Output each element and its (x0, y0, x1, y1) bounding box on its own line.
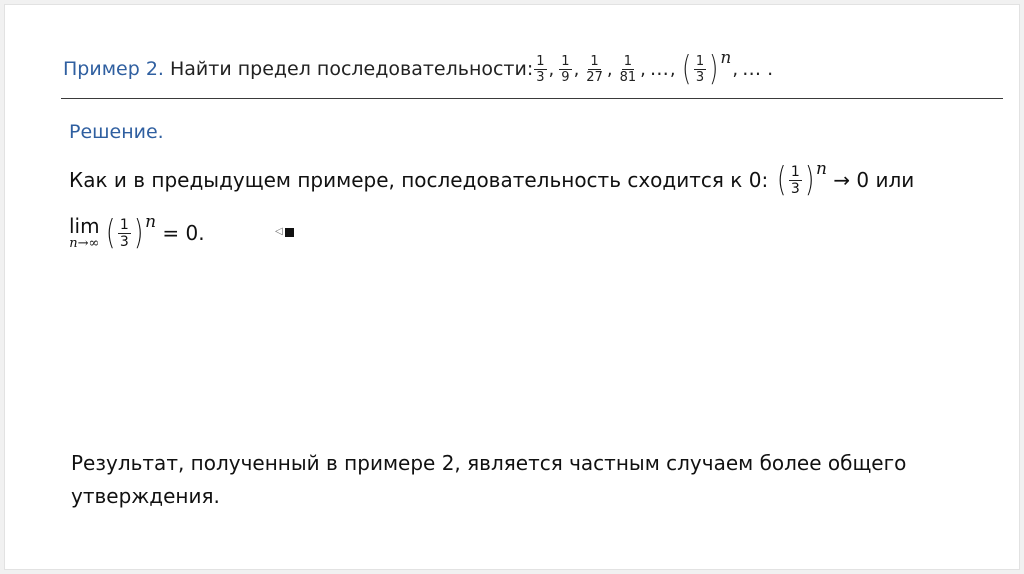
power-expression: ( $\frac{1}{3}$ ) $^n$ (776, 159, 827, 200)
sequence-term-1: $\frac{1}{3}$ (536, 53, 545, 85)
title-divider (61, 98, 1003, 99)
sequence-term-3: $\frac{1}{27}$ (586, 53, 603, 85)
limit-expression: ( $\frac{1}{3}$ ) $^n$ (105, 212, 157, 253)
example-task: Найти предел последовательности: (170, 58, 534, 80)
solution-heading: Решение. (69, 121, 164, 143)
end-of-proof-icon: ◁ (275, 225, 297, 239)
sequence-ellipsis: … (649, 58, 669, 80)
sequence-term-2: $\frac{1}{9}$ (561, 53, 570, 85)
slide (4, 4, 1020, 570)
conclusion-text: Результат, полученный в примере 2, является частным случаем более общего утверждения. (71, 451, 907, 508)
arrow-text: → 0 или (833, 168, 915, 192)
sequence-general-term: ( $\frac{1}{3}$ ) n (681, 48, 732, 89)
solution-line-2 (69, 205, 205, 261)
sequence-ellipsis-end: … . (742, 58, 774, 80)
solution-text: Как и в предыдущем примере, последовательность сходится к 0: (69, 168, 769, 192)
solution-line-1 (69, 155, 1009, 205)
example-title: Пример 2. Найти предел последовательности: $\frac{1}{3}$ , $\frac{1}{9}$ , $\frac{1}{27}$ , $\frac{1}{81}$ , … , ( $\frac{1}{3}$ ) n , … . (63, 48, 774, 89)
example-label: Пример 2. (63, 58, 164, 80)
sequence-term-4: $\frac{1}{81}$ (619, 53, 637, 85)
limit-result: = 0. (162, 221, 205, 245)
limit-operator: lim n→∞ (69, 213, 100, 251)
